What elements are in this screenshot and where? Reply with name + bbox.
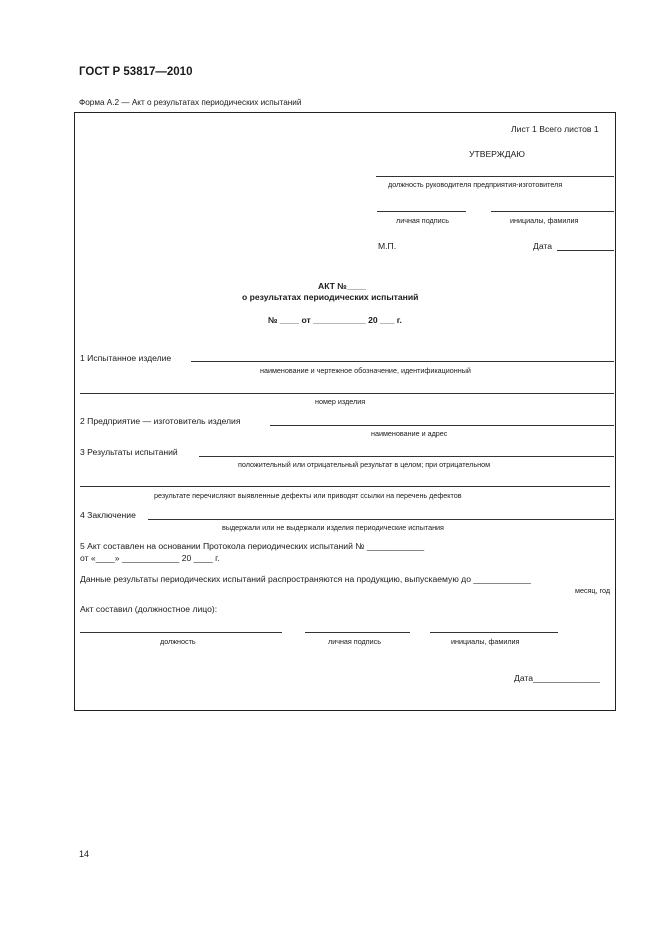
- item-4-label: 4 Заключение: [80, 510, 136, 520]
- compiled-position-line: [80, 632, 282, 633]
- spread-hint: месяц, год: [575, 586, 611, 595]
- item-3-line: [199, 456, 614, 457]
- compiled-position-hint: должность: [160, 637, 196, 646]
- approve-label: УТВЕРЖДАЮ: [469, 149, 525, 159]
- seal-label: М.П.: [378, 241, 397, 251]
- item-4-line: [148, 519, 614, 520]
- compiled-date: Дата______________: [514, 673, 600, 683]
- item-2-hint: наименование и адрес: [371, 429, 448, 438]
- initials-hint: инициалы, фамилия: [510, 216, 579, 225]
- signature-hint: личная подпись: [396, 216, 449, 225]
- compiled-signature-line: [305, 632, 410, 633]
- act-subtitle: о результатах периодических испытаний: [242, 292, 419, 302]
- compiled-signature-hint: личная подпись: [328, 637, 381, 646]
- item-3-hint-2: результате перечисляют выявленные дефекты или приводят ссылки на перечень дефектов: [154, 491, 462, 500]
- spread-text: Данные результаты периодических испытаний распространяются на продукцию, выпускаемую до ____________: [80, 574, 531, 584]
- item-1-line-2: [80, 393, 614, 394]
- position-line: [376, 176, 614, 177]
- item-1-label: 1 Испытанное изделие: [80, 353, 172, 363]
- position-hint: должность руководителя предприятия-изготовителя: [388, 180, 563, 189]
- item-5-label: 5 Акт составлен на основании Протокола периодических испытаний № ____________: [80, 541, 425, 551]
- form-caption: Форма А.2 — Акт о результатах периодических испытаний: [79, 98, 302, 107]
- initials-line: [491, 211, 614, 212]
- item-1-hint-2: номер изделия: [315, 397, 366, 406]
- compiled-label: Акт составил (должностное лицо):: [80, 604, 218, 614]
- act-number-date: № ____ от ___________ 20 ___ г.: [268, 315, 402, 325]
- page-number: 14: [79, 849, 90, 859]
- item-3-line-2: [80, 486, 610, 487]
- item-2-label: 2 Предприятие — изготовитель изделия: [80, 416, 241, 426]
- sheet-count: Лист 1 Всего листов 1: [511, 124, 599, 134]
- item-1-line: [191, 361, 614, 362]
- compiled-initials-hint: инициалы, фамилия: [451, 637, 520, 646]
- signature-line: [377, 211, 466, 212]
- act-title: АКТ №____: [318, 281, 367, 291]
- date-label: Дата: [533, 241, 553, 251]
- item-4-hint: выдержали или не выдержали изделия периодические испытания: [222, 523, 444, 532]
- form-frame: [74, 112, 616, 711]
- date-line: [557, 250, 614, 251]
- item-1-hint: наименование и чертежное обозначение, идентификационный: [260, 366, 471, 375]
- compiled-initials-line: [430, 632, 558, 633]
- item-2-line: [270, 425, 614, 426]
- item-5-date: от «____» ____________ 20 ____ г.: [80, 553, 220, 563]
- item-3-label: 3 Результаты испытаний: [80, 447, 178, 457]
- item-3-hint: положительный или отрицательный результат в целом; при отрицательном: [238, 460, 491, 469]
- standard-header: ГОСТ Р 53817—2010: [79, 66, 193, 78]
